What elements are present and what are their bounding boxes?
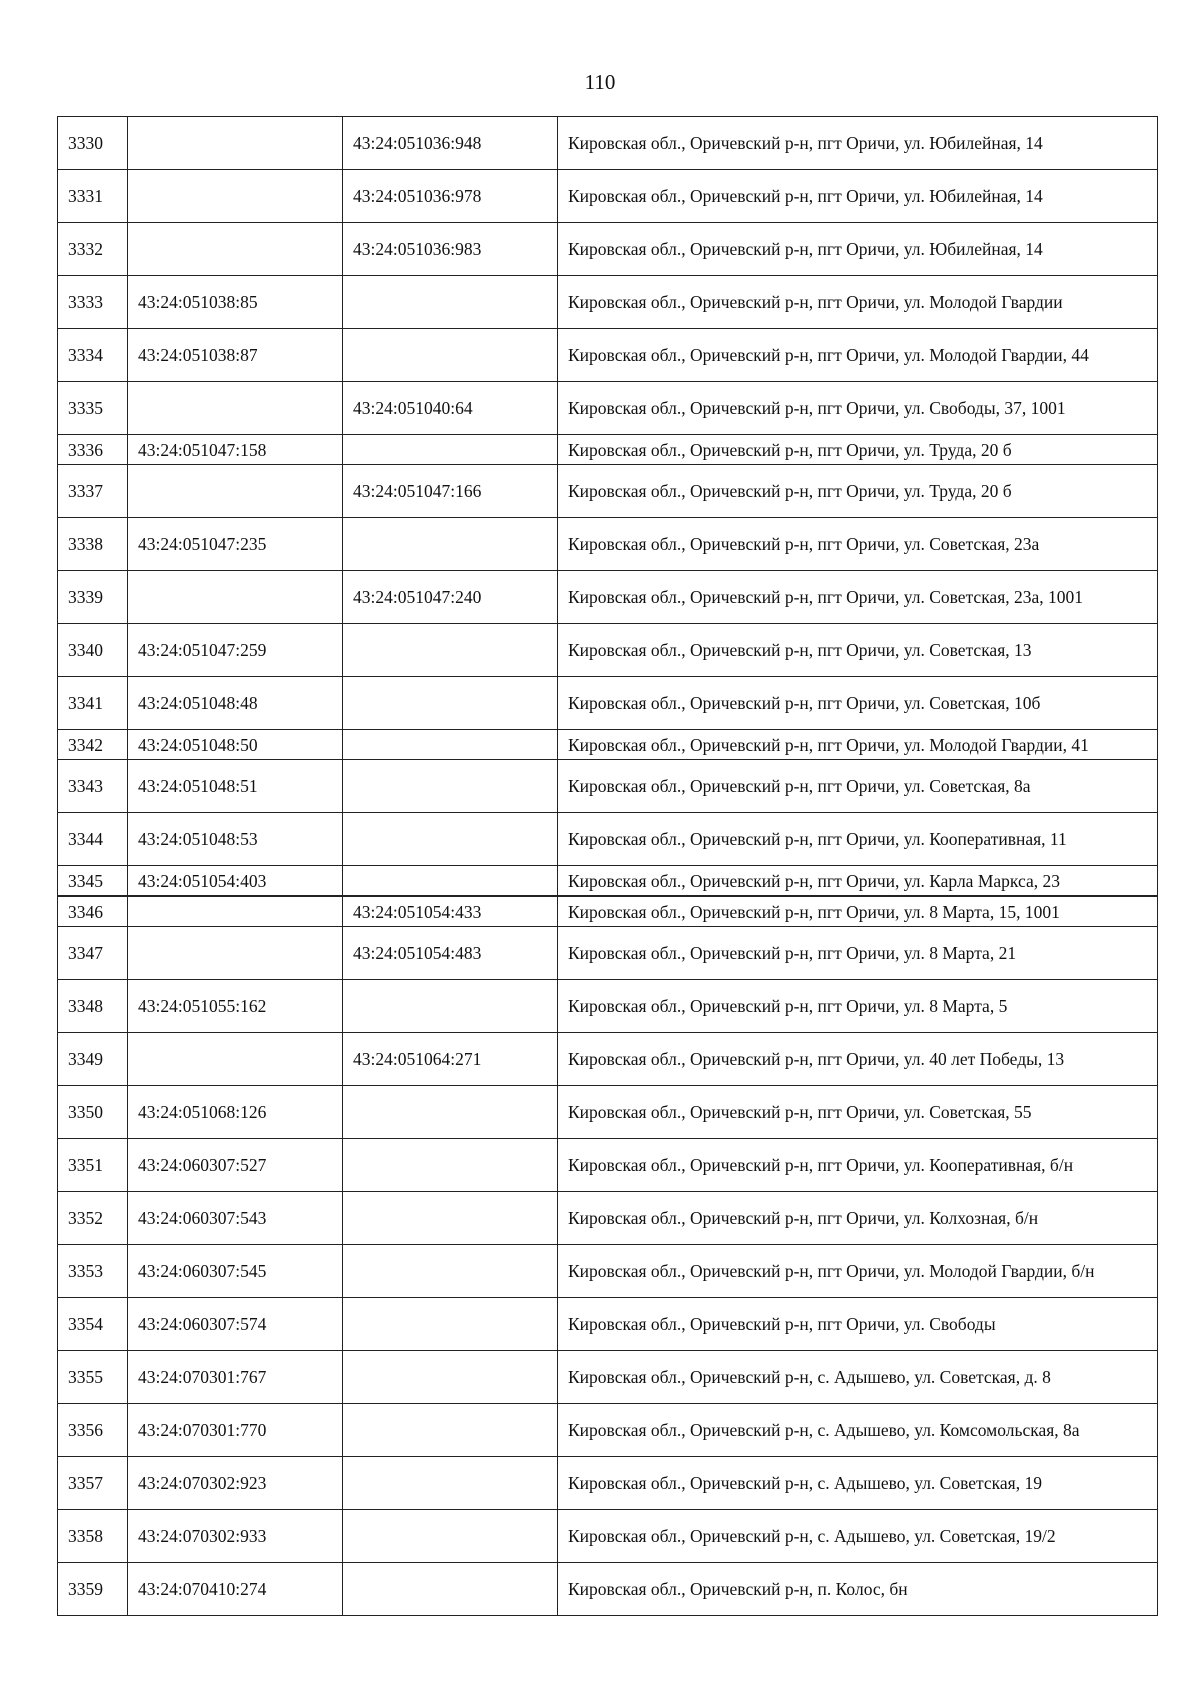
object-cadastral-cell: [343, 1351, 558, 1404]
table-row: [58, 1298, 1158, 1351]
object-cadastral-cell: [343, 1192, 558, 1245]
row-number-cell: 3340: [58, 624, 128, 677]
row-number-cell: 3352: [58, 1192, 128, 1245]
address-cell: Кировская обл., Оричевский р-н, пгт Оричи, ул. Советская, 13: [558, 624, 1158, 677]
object-cadastral-cell: [343, 677, 558, 730]
land-cadastral-cell: 43:24:051068:126: [128, 1086, 343, 1139]
land-cadastral-cell: 43:24:051047:158: [128, 435, 343, 465]
object-cadastral-cell: [343, 624, 558, 677]
land-cadastral-cell: 43:24:070301:767: [128, 1351, 343, 1404]
page-number: 110: [584, 70, 616, 94]
object-cadastral-cell: [343, 1404, 558, 1457]
row-number-cell: 3333: [58, 276, 128, 329]
object-cadastral-cell: 43:24:051064:271: [343, 1033, 558, 1086]
land-cadastral-cell: 43:24:070302:923: [128, 1457, 343, 1510]
address-cell: Кировская обл., Оричевский р-н, пгт Оричи, ул. 8 Марта, 21: [558, 927, 1158, 980]
object-cadastral-cell: [343, 866, 558, 897]
row-number-cell: 3332: [58, 223, 128, 276]
address-cell: Кировская обл., Оричевский р-н, пгт Оричи, ул. 40 лет Победы, 13: [558, 1033, 1158, 1086]
land-cadastral-cell: 43:24:070301:770: [128, 1404, 343, 1457]
land-cadastral-cell: 43:24:051048:53: [128, 813, 343, 866]
land-cadastral-cell: [128, 1033, 343, 1086]
land-cadastral-cell: 43:24:060307:543: [128, 1192, 343, 1245]
object-cadastral-cell: [343, 730, 558, 760]
address-cell: Кировская обл., Оричевский р-н, пгт Оричи, ул. Советская, 23а: [558, 518, 1158, 571]
address-cell: Кировская обл., Оричевский р-н, пгт Оричи, ул. Труда, 20 б: [558, 465, 1158, 518]
table-row: [58, 435, 1158, 465]
address-cell: Кировская обл., Оричевский р-н, пгт Оричи, ул. 8 Марта, 5: [558, 980, 1158, 1033]
registry-table: [57, 116, 1158, 1616]
address-cell: Кировская обл., Оричевский р-н, пгт Оричи, ул. Советская, 23а, 1001: [558, 571, 1158, 624]
table-row: [58, 624, 1158, 677]
row-number-cell: 3349: [58, 1033, 128, 1086]
address-cell: Кировская обл., Оричевский р-н, пгт Оричи, ул. Кооперативная, б/н: [558, 1139, 1158, 1192]
land-cadastral-cell: 43:24:051048:50: [128, 730, 343, 760]
row-number-cell: 3354: [58, 1298, 128, 1351]
object-cadastral-cell: 43:24:051036:978: [343, 170, 558, 223]
table-row: [58, 1563, 1158, 1616]
table-row: [58, 1457, 1158, 1510]
row-number-cell: 3330: [58, 117, 128, 170]
row-number-cell: 3353: [58, 1245, 128, 1298]
address-cell: Кировская обл., Оричевский р-н, пгт Оричи, ул. Советская, 55: [558, 1086, 1158, 1139]
land-cadastral-cell: [128, 170, 343, 223]
row-number-cell: 3342: [58, 730, 128, 760]
address-cell: Кировская обл., Оричевский р-н, пгт Оричи, ул. Молодой Гвардии, 41: [558, 730, 1158, 760]
address-cell: Кировская обл., Оричевский р-н, пгт Оричи, ул. Юбилейная, 14: [558, 170, 1158, 223]
address-cell: Кировская обл., Оричевский р-н, пгт Оричи, ул. Юбилейная, 14: [558, 223, 1158, 276]
registry-table-body: [58, 117, 1158, 1616]
object-cadastral-cell: 43:24:051036:983: [343, 223, 558, 276]
land-cadastral-cell: 43:24:060307:527: [128, 1139, 343, 1192]
land-cadastral-cell: 43:24:070302:933: [128, 1510, 343, 1563]
address-cell: Кировская обл., Оричевский р-н, пгт Оричи, ул. 8 Марта, 15, 1001: [558, 896, 1158, 927]
address-cell: Кировская обл., Оричевский р-н, пгт Оричи, ул. Советская, 10б: [558, 677, 1158, 730]
row-number-cell: 3331: [58, 170, 128, 223]
land-cadastral-cell: 43:24:051038:87: [128, 329, 343, 382]
address-cell: Кировская обл., Оричевский р-н, с. Адышево, ул. Советская, д. 8: [558, 1351, 1158, 1404]
object-cadastral-cell: [343, 435, 558, 465]
object-cadastral-cell: [343, 329, 558, 382]
table-row: [58, 896, 1158, 927]
object-cadastral-cell: 43:24:051047:240: [343, 571, 558, 624]
land-cadastral-cell: 43:24:051048:51: [128, 760, 343, 813]
land-cadastral-cell: 43:24:051048:48: [128, 677, 343, 730]
object-cadastral-cell: 43:24:051054:433: [343, 896, 558, 927]
land-cadastral-cell: [128, 927, 343, 980]
land-cadastral-cell: 43:24:060307:574: [128, 1298, 343, 1351]
row-number-cell: 3341: [58, 677, 128, 730]
address-cell: Кировская обл., Оричевский р-н, пгт Оричи, ул. Свободы: [558, 1298, 1158, 1351]
table-row: [58, 170, 1158, 223]
object-cadastral-cell: [343, 1086, 558, 1139]
table-row: [58, 1139, 1158, 1192]
address-cell: Кировская обл., Оричевский р-н, пгт Оричи, ул. Юбилейная, 14: [558, 117, 1158, 170]
table-row: [58, 866, 1158, 897]
table-row: [58, 571, 1158, 624]
land-cadastral-cell: 43:24:051047:259: [128, 624, 343, 677]
object-cadastral-cell: [343, 760, 558, 813]
table-row: [58, 1033, 1158, 1086]
address-cell: Кировская обл., Оричевский р-н, с. Адышево, ул. Советская, 19: [558, 1457, 1158, 1510]
land-cadastral-cell: 43:24:051055:162: [128, 980, 343, 1033]
table-row: [58, 465, 1158, 518]
row-number-cell: 3350: [58, 1086, 128, 1139]
table-row: [58, 980, 1158, 1033]
address-cell: Кировская обл., Оричевский р-н, пгт Оричи, ул. Молодой Гвардии: [558, 276, 1158, 329]
object-cadastral-cell: [343, 1457, 558, 1510]
row-number-cell: 3335: [58, 382, 128, 435]
address-cell: Кировская обл., Оричевский р-н, пгт Оричи, ул. Карла Маркса, 23: [558, 866, 1158, 897]
object-cadastral-cell: [343, 1563, 558, 1616]
row-number-cell: 3355: [58, 1351, 128, 1404]
land-cadastral-cell: 43:24:060307:545: [128, 1245, 343, 1298]
address-cell: Кировская обл., Оричевский р-н, с. Адышево, ул. Советская, 19/2: [558, 1510, 1158, 1563]
object-cadastral-cell: [343, 1298, 558, 1351]
object-cadastral-cell: 43:24:051036:948: [343, 117, 558, 170]
land-cadastral-cell: [128, 465, 343, 518]
object-cadastral-cell: [343, 1510, 558, 1563]
object-cadastral-cell: 43:24:051054:483: [343, 927, 558, 980]
row-number-cell: 3357: [58, 1457, 128, 1510]
object-cadastral-cell: [343, 1139, 558, 1192]
table-row: [58, 518, 1158, 571]
address-cell: Кировская обл., Оричевский р-н, пгт Оричи, ул. Молодой Гвардии, б/н: [558, 1245, 1158, 1298]
address-cell: Кировская обл., Оричевский р-н, с. Адышево, ул. Комсомольская, 8а: [558, 1404, 1158, 1457]
address-cell: Кировская обл., Оричевский р-н, пгт Оричи, ул. Кооперативная, 11: [558, 813, 1158, 866]
table-row: [58, 1192, 1158, 1245]
land-cadastral-cell: [128, 117, 343, 170]
table-row: [58, 927, 1158, 980]
row-number-cell: 3348: [58, 980, 128, 1033]
row-number-cell: 3346: [58, 896, 128, 927]
land-cadastral-cell: [128, 896, 343, 927]
object-cadastral-cell: 43:24:051047:166: [343, 465, 558, 518]
land-cadastral-cell: 43:24:070410:274: [128, 1563, 343, 1616]
row-number-cell: 3347: [58, 927, 128, 980]
table-row: [58, 1510, 1158, 1563]
row-number-cell: 3339: [58, 571, 128, 624]
address-cell: Кировская обл., Оричевский р-н, пгт Оричи, ул. Молодой Гвардии, 44: [558, 329, 1158, 382]
address-cell: Кировская обл., Оричевский р-н, пгт Оричи, ул. Труда, 20 б: [558, 435, 1158, 465]
table-row: [58, 329, 1158, 382]
land-cadastral-cell: 43:24:051047:235: [128, 518, 343, 571]
land-cadastral-cell: 43:24:051038:85: [128, 276, 343, 329]
address-cell: Кировская обл., Оричевский р-н, пгт Оричи, ул. Колхозная, б/н: [558, 1192, 1158, 1245]
table-row: [58, 677, 1158, 730]
object-cadastral-cell: [343, 980, 558, 1033]
object-cadastral-cell: [343, 813, 558, 866]
row-number-cell: 3356: [58, 1404, 128, 1457]
table-row: [58, 1404, 1158, 1457]
land-cadastral-cell: [128, 571, 343, 624]
object-cadastral-cell: [343, 276, 558, 329]
table-row: [58, 276, 1158, 329]
table-row: [58, 1086, 1158, 1139]
table-row: [58, 760, 1158, 813]
address-cell: Кировская обл., Оричевский р-н, п. Колос, бн: [558, 1563, 1158, 1616]
table-row: [58, 813, 1158, 866]
row-number-cell: 3358: [58, 1510, 128, 1563]
table-row: [58, 117, 1158, 170]
object-cadastral-cell: 43:24:051040:64: [343, 382, 558, 435]
land-cadastral-cell: [128, 223, 343, 276]
land-cadastral-cell: [128, 382, 343, 435]
row-number-cell: 3336: [58, 435, 128, 465]
row-number-cell: 3334: [58, 329, 128, 382]
address-cell: Кировская обл., Оричевский р-н, пгт Оричи, ул. Свободы, 37, 1001: [558, 382, 1158, 435]
row-number-cell: 3344: [58, 813, 128, 866]
row-number-cell: 3345: [58, 866, 128, 897]
table-row: [58, 223, 1158, 276]
table-row: [58, 730, 1158, 760]
table-row: [58, 1351, 1158, 1404]
row-number-cell: 3337: [58, 465, 128, 518]
row-number-cell: 3338: [58, 518, 128, 571]
object-cadastral-cell: [343, 1245, 558, 1298]
table-row: [58, 382, 1158, 435]
table-row: [58, 1245, 1158, 1298]
address-cell: Кировская обл., Оричевский р-н, пгт Оричи, ул. Советская, 8а: [558, 760, 1158, 813]
row-number-cell: 3343: [58, 760, 128, 813]
row-number-cell: 3351: [58, 1139, 128, 1192]
object-cadastral-cell: [343, 518, 558, 571]
row-number-cell: 3359: [58, 1563, 128, 1616]
land-cadastral-cell: 43:24:051054:403: [128, 866, 343, 897]
